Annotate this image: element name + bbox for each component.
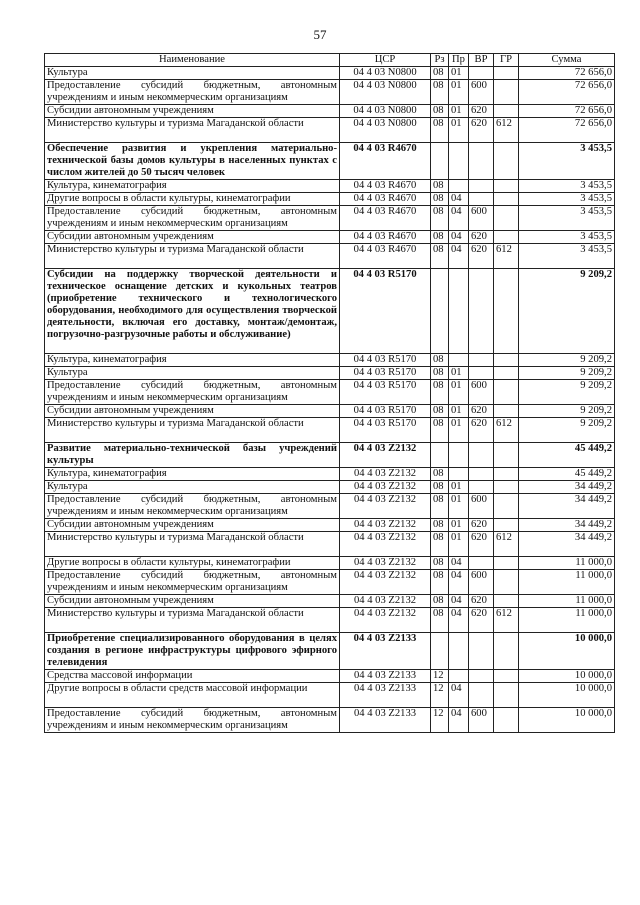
- cell-name: Субсидии на поддержку творческой деятельности и техническое оснащение детских и кукольных театров (приобретение технического и технологического оборудования, необходимого для осуществления творческой деятельности, включая его доставку, монтаж/демонтаж, погрузочно-разгрузочные работы и обслуживание): [45, 269, 340, 354]
- table-row: [45, 481, 615, 494]
- cell-vr: 600: [469, 570, 494, 595]
- cell-sum: 9 209,2: [519, 367, 615, 380]
- cell-name: Министерство культуры и туризма Магаданской области: [45, 244, 340, 269]
- cell-rz: 08: [431, 67, 449, 80]
- cell-vr: 600: [469, 80, 494, 105]
- cell-name: Другие вопросы в области культуры, кинематографии: [45, 193, 340, 206]
- cell-vr: 620: [469, 231, 494, 244]
- cell-gr: [494, 595, 519, 608]
- cell-sum: 3 453,5: [519, 244, 615, 269]
- cell-vr: [469, 269, 494, 354]
- cell-pr: 01: [449, 380, 469, 405]
- page-number: 57: [313, 27, 327, 42]
- cell-sum: 11 000,0: [519, 608, 615, 633]
- cell-rz: 08: [431, 519, 449, 532]
- cell-pr: [449, 633, 469, 670]
- cell-vr: 620: [469, 519, 494, 532]
- cell-vr: [469, 557, 494, 570]
- cell-sum: 9 209,2: [519, 269, 615, 354]
- cell-gr: 612: [494, 532, 519, 557]
- cell-csr: 04 4 03 N0800: [340, 105, 431, 118]
- cell-csr: 04 4 03 N0800: [340, 80, 431, 105]
- table-row: [45, 80, 615, 105]
- cell-rz: 08: [431, 380, 449, 405]
- cell-gr: [494, 405, 519, 418]
- table-row: [45, 405, 615, 418]
- cell-pr: 01: [449, 118, 469, 143]
- budget-table: [44, 53, 615, 733]
- cell-pr: 01: [449, 405, 469, 418]
- header-sum: Сумма: [519, 54, 615, 67]
- cell-gr: [494, 443, 519, 468]
- cell-name: Предоставление субсидий бюджетным, автономным учреждениям и иным некоммерческим организациям: [45, 80, 340, 105]
- header-pr: Пр: [449, 54, 469, 67]
- cell-sum: 10 000,0: [519, 708, 615, 733]
- cell-gr: 612: [494, 244, 519, 269]
- cell-sum: 72 656,0: [519, 67, 615, 80]
- cell-rz: 08: [431, 494, 449, 519]
- table-header-row: [45, 54, 615, 67]
- cell-csr: 04 4 03 R5170: [340, 418, 431, 443]
- cell-vr: 620: [469, 595, 494, 608]
- cell-vr: 600: [469, 708, 494, 733]
- cell-sum: 3 453,5: [519, 231, 615, 244]
- cell-pr: 04: [449, 708, 469, 733]
- table-row: [45, 532, 615, 557]
- cell-vr: [469, 481, 494, 494]
- cell-gr: [494, 481, 519, 494]
- cell-rz: 12: [431, 683, 449, 708]
- table-row: [45, 180, 615, 193]
- cell-gr: [494, 105, 519, 118]
- table-row: [45, 683, 615, 708]
- cell-rz: 08: [431, 367, 449, 380]
- cell-vr: 620: [469, 105, 494, 118]
- cell-csr: 04 4 03 Z2132: [340, 570, 431, 595]
- cell-pr: [449, 354, 469, 367]
- cell-gr: [494, 180, 519, 193]
- table-row: [45, 380, 615, 405]
- table-row: [45, 557, 615, 570]
- cell-gr: [494, 708, 519, 733]
- header-csr: ЦСР: [340, 54, 431, 67]
- cell-rz: [431, 443, 449, 468]
- cell-vr: 620: [469, 118, 494, 143]
- cell-name: Министерство культуры и туризма Магаданской области: [45, 608, 340, 633]
- cell-gr: [494, 80, 519, 105]
- cell-name: Культура: [45, 67, 340, 80]
- cell-pr: 04: [449, 244, 469, 269]
- cell-vr: [469, 180, 494, 193]
- cell-gr: [494, 206, 519, 231]
- cell-csr: 04 4 03 R5170: [340, 380, 431, 405]
- cell-sum: 72 656,0: [519, 118, 615, 143]
- cell-gr: 612: [494, 418, 519, 443]
- cell-pr: [449, 443, 469, 468]
- cell-sum: 9 209,2: [519, 380, 615, 405]
- cell-name: Министерство культуры и туризма Магаданской области: [45, 418, 340, 443]
- cell-rz: 08: [431, 193, 449, 206]
- cell-name: Предоставление субсидий бюджетным, автономным учреждениям и иным некоммерческим организациям: [45, 380, 340, 405]
- cell-vr: 620: [469, 532, 494, 557]
- cell-rz: 08: [431, 118, 449, 143]
- cell-pr: 01: [449, 418, 469, 443]
- cell-vr: [469, 354, 494, 367]
- cell-csr: 04 4 03 Z2132: [340, 519, 431, 532]
- cell-sum: 34 449,2: [519, 519, 615, 532]
- table-row: [45, 118, 615, 143]
- cell-name: Развитие материально-технической базы учреждений культуры: [45, 443, 340, 468]
- cell-gr: [494, 354, 519, 367]
- cell-pr: 01: [449, 80, 469, 105]
- cell-csr: 04 4 03 N0800: [340, 67, 431, 80]
- cell-csr: 04 4 03 Z2132: [340, 595, 431, 608]
- cell-vr: 620: [469, 608, 494, 633]
- cell-vr: 600: [469, 206, 494, 231]
- cell-pr: 04: [449, 608, 469, 633]
- cell-vr: 620: [469, 405, 494, 418]
- cell-name: Приобретение специализированного оборудования в целях создания в регионе инфраструктуры цифрового эфирного телевидения: [45, 633, 340, 670]
- cell-gr: [494, 380, 519, 405]
- cell-name: Предоставление субсидий бюджетным, автономным учреждениям и иным некоммерческим организациям: [45, 708, 340, 733]
- table-row: [45, 105, 615, 118]
- cell-vr: [469, 683, 494, 708]
- cell-rz: 08: [431, 418, 449, 443]
- cell-pr: [449, 269, 469, 354]
- cell-csr: 04 4 03 R4670: [340, 143, 431, 180]
- cell-vr: [469, 143, 494, 180]
- cell-csr: 04 4 03 R5170: [340, 367, 431, 380]
- cell-rz: 08: [431, 354, 449, 367]
- table-row: [45, 193, 615, 206]
- cell-sum: 11 000,0: [519, 595, 615, 608]
- cell-csr: 04 4 03 R5170: [340, 354, 431, 367]
- cell-name: Культура: [45, 481, 340, 494]
- cell-vr: [469, 468, 494, 481]
- cell-vr: 620: [469, 418, 494, 443]
- table-row: [45, 708, 615, 733]
- cell-gr: [494, 683, 519, 708]
- cell-sum: 10 000,0: [519, 683, 615, 708]
- cell-sum: 34 449,2: [519, 494, 615, 519]
- cell-csr: 04 4 03 R5170: [340, 269, 431, 354]
- cell-rz: 08: [431, 206, 449, 231]
- cell-rz: 08: [431, 570, 449, 595]
- table-row: [45, 633, 615, 670]
- cell-gr: [494, 143, 519, 180]
- cell-csr: 04 4 03 Z2133: [340, 708, 431, 733]
- cell-csr: 04 4 03 R5170: [340, 405, 431, 418]
- cell-pr: [449, 670, 469, 683]
- cell-sum: 11 000,0: [519, 570, 615, 595]
- table-row: [45, 494, 615, 519]
- cell-sum: 3 453,5: [519, 143, 615, 180]
- cell-csr: 04 4 03 R4670: [340, 180, 431, 193]
- cell-pr: 01: [449, 367, 469, 380]
- cell-pr: [449, 180, 469, 193]
- cell-sum: 11 000,0: [519, 557, 615, 570]
- cell-rz: 12: [431, 670, 449, 683]
- cell-name: Предоставление субсидий бюджетным, автономным учреждениям и иным некоммерческим организациям: [45, 494, 340, 519]
- cell-gr: 612: [494, 118, 519, 143]
- cell-csr: 04 4 03 Z2132: [340, 608, 431, 633]
- cell-name: Культура: [45, 367, 340, 380]
- cell-pr: 04: [449, 557, 469, 570]
- cell-pr: 01: [449, 519, 469, 532]
- cell-pr: 04: [449, 683, 469, 708]
- header-gr: ГР: [494, 54, 519, 67]
- cell-rz: 08: [431, 557, 449, 570]
- cell-gr: [494, 519, 519, 532]
- cell-sum: 10 000,0: [519, 633, 615, 670]
- table-row: [45, 418, 615, 443]
- cell-gr: [494, 633, 519, 670]
- cell-gr: [494, 570, 519, 595]
- table-row: [45, 269, 615, 354]
- cell-rz: 08: [431, 405, 449, 418]
- cell-vr: [469, 670, 494, 683]
- cell-sum: 34 449,2: [519, 532, 615, 557]
- cell-vr: 620: [469, 244, 494, 269]
- cell-sum: 45 449,2: [519, 468, 615, 481]
- cell-sum: 10 000,0: [519, 670, 615, 683]
- cell-rz: 08: [431, 231, 449, 244]
- table-row: [45, 468, 615, 481]
- cell-name: Субсидии автономным учреждениям: [45, 105, 340, 118]
- cell-rz: [431, 143, 449, 180]
- cell-pr: 01: [449, 67, 469, 80]
- cell-gr: [494, 67, 519, 80]
- cell-name: Обеспечение развития и укрепления материально-технической базы домов культуры в населенных пунктах с числом жителей до 50 тысяч человек: [45, 143, 340, 180]
- cell-gr: [494, 468, 519, 481]
- cell-sum: 3 453,5: [519, 206, 615, 231]
- cell-sum: 72 656,0: [519, 105, 615, 118]
- cell-rz: 08: [431, 468, 449, 481]
- cell-name: Средства массовой информации: [45, 670, 340, 683]
- table-row: [45, 67, 615, 80]
- cell-csr: 04 4 03 Z2133: [340, 633, 431, 670]
- cell-rz: 08: [431, 595, 449, 608]
- cell-vr: 600: [469, 380, 494, 405]
- table-body: [45, 67, 615, 733]
- table-row: [45, 143, 615, 180]
- table-row: [45, 595, 615, 608]
- cell-pr: [449, 143, 469, 180]
- cell-sum: 72 656,0: [519, 80, 615, 105]
- cell-csr: 04 4 03 Z2133: [340, 670, 431, 683]
- cell-gr: [494, 494, 519, 519]
- cell-gr: [494, 557, 519, 570]
- cell-vr: 600: [469, 494, 494, 519]
- cell-name: Субсидии автономным учреждениям: [45, 405, 340, 418]
- cell-name: Другие вопросы в области культуры, кинематографии: [45, 557, 340, 570]
- cell-rz: 08: [431, 105, 449, 118]
- cell-name: Культура, кинематография: [45, 180, 340, 193]
- cell-name: Министерство культуры и туризма Магаданской области: [45, 532, 340, 557]
- table-row: [45, 367, 615, 380]
- cell-sum: 34 449,2: [519, 481, 615, 494]
- header-name: Наименование: [45, 54, 340, 67]
- cell-vr: [469, 443, 494, 468]
- cell-name: Предоставление субсидий бюджетным, автономным учреждениям и иным некоммерческим организациям: [45, 570, 340, 595]
- cell-pr: 04: [449, 231, 469, 244]
- cell-sum: 9 209,2: [519, 405, 615, 418]
- cell-vr: [469, 367, 494, 380]
- cell-rz: 08: [431, 481, 449, 494]
- cell-csr: 04 4 03 R4670: [340, 193, 431, 206]
- cell-rz: 08: [431, 180, 449, 193]
- cell-csr: 04 4 03 R4670: [340, 206, 431, 231]
- cell-csr: 04 4 03 Z2132: [340, 494, 431, 519]
- cell-rz: 08: [431, 608, 449, 633]
- cell-sum: 9 209,2: [519, 418, 615, 443]
- cell-pr: 01: [449, 481, 469, 494]
- header-vr: ВР: [469, 54, 494, 67]
- cell-pr: [449, 468, 469, 481]
- cell-csr: 04 4 03 R4670: [340, 244, 431, 269]
- cell-pr: 04: [449, 570, 469, 595]
- cell-gr: [494, 367, 519, 380]
- table-row: [45, 608, 615, 633]
- cell-pr: 01: [449, 105, 469, 118]
- table-row: [45, 670, 615, 683]
- cell-gr: [494, 231, 519, 244]
- header-rz: Рз: [431, 54, 449, 67]
- cell-sum: 45 449,2: [519, 443, 615, 468]
- cell-sum: 3 453,5: [519, 180, 615, 193]
- cell-vr: [469, 67, 494, 80]
- table-row: [45, 443, 615, 468]
- cell-rz: [431, 269, 449, 354]
- cell-sum: 3 453,5: [519, 193, 615, 206]
- cell-name: Субсидии автономным учреждениям: [45, 595, 340, 608]
- table-row: [45, 570, 615, 595]
- table-row: [45, 244, 615, 269]
- cell-pr: 01: [449, 494, 469, 519]
- cell-csr: 04 4 03 N0800: [340, 118, 431, 143]
- cell-rz: [431, 633, 449, 670]
- table-row: [45, 206, 615, 231]
- cell-csr: 04 4 03 R4670: [340, 231, 431, 244]
- cell-name: Субсидии автономным учреждениям: [45, 231, 340, 244]
- cell-csr: 04 4 03 Z2132: [340, 443, 431, 468]
- cell-name: Субсидии автономным учреждениям: [45, 519, 340, 532]
- cell-pr: 04: [449, 206, 469, 231]
- cell-csr: 04 4 03 Z2133: [340, 683, 431, 708]
- cell-rz: 12: [431, 708, 449, 733]
- cell-csr: 04 4 03 Z2132: [340, 557, 431, 570]
- cell-csr: 04 4 03 Z2132: [340, 532, 431, 557]
- cell-csr: 04 4 03 Z2132: [340, 481, 431, 494]
- cell-name: Министерство культуры и туризма Магаданской области: [45, 118, 340, 143]
- cell-gr: [494, 269, 519, 354]
- cell-name: Предоставление субсидий бюджетным, автономным учреждениям и иным некоммерческим организациям: [45, 206, 340, 231]
- table-row: [45, 354, 615, 367]
- cell-pr: 01: [449, 532, 469, 557]
- cell-gr: [494, 193, 519, 206]
- cell-csr: 04 4 03 Z2132: [340, 468, 431, 481]
- cell-name: Другие вопросы в области средств массовой информации: [45, 683, 340, 708]
- cell-name: Культура, кинематография: [45, 354, 340, 367]
- cell-rz: 08: [431, 244, 449, 269]
- cell-pr: 04: [449, 193, 469, 206]
- cell-sum: 9 209,2: [519, 354, 615, 367]
- cell-gr: 612: [494, 608, 519, 633]
- cell-vr: [469, 193, 494, 206]
- cell-vr: [469, 633, 494, 670]
- cell-name: Культура, кинематография: [45, 468, 340, 481]
- cell-rz: 08: [431, 80, 449, 105]
- cell-rz: 08: [431, 532, 449, 557]
- table-row: [45, 231, 615, 244]
- cell-pr: 04: [449, 595, 469, 608]
- table-row: [45, 519, 615, 532]
- cell-gr: [494, 670, 519, 683]
